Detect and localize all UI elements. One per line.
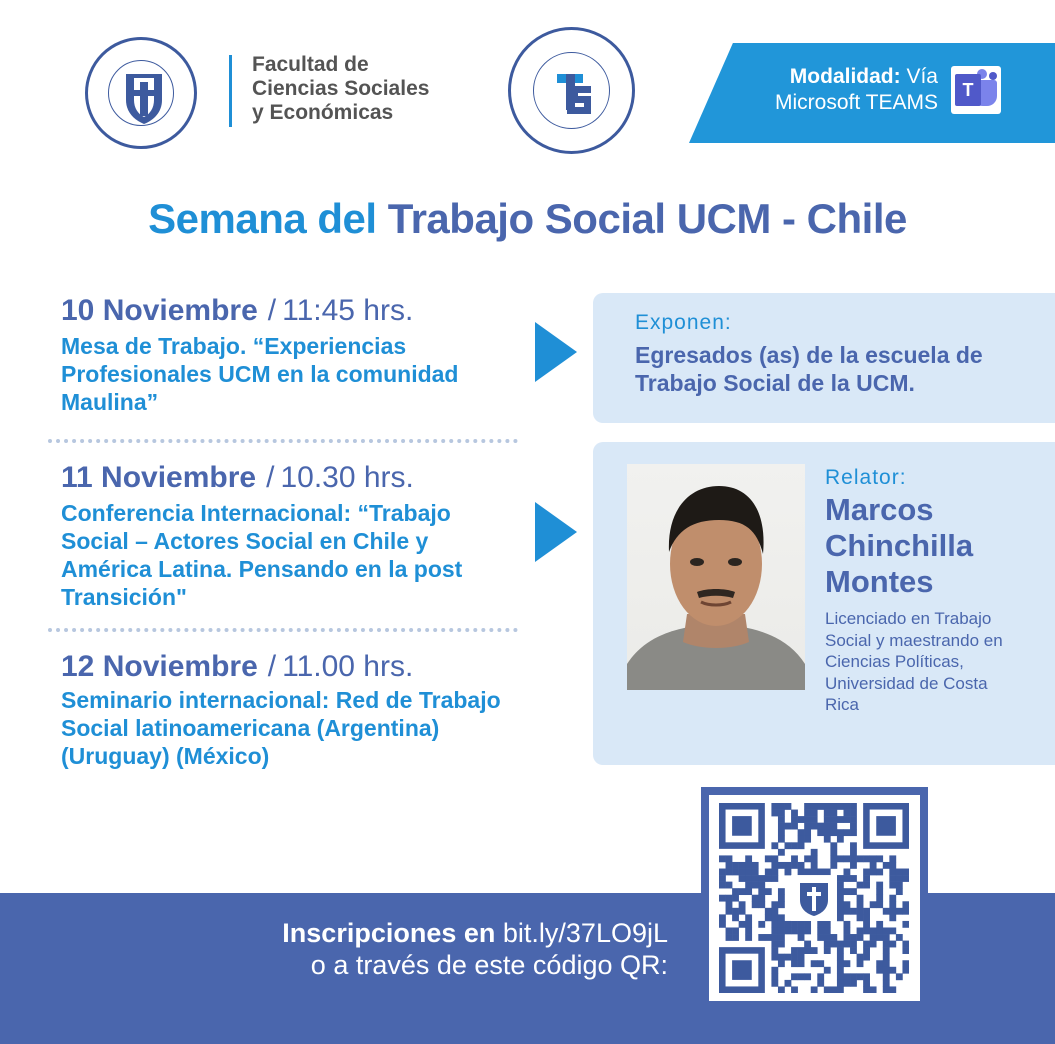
speaker-name-line: Montes [825,564,934,599]
faculty-line-1: Facultad de [252,53,369,76]
speaker-name-line: Marcos [825,492,934,527]
event-item [61,650,521,770]
faculty-name [252,53,482,125]
ucm-shield-icon [88,40,200,152]
dotted-divider [48,439,518,443]
title-part-1: Semana del [148,195,377,242]
ts-monogram-icon [511,30,638,157]
modality-value: Vía [906,65,938,88]
event-description: Mesa de Trabajo. “Experiencias Profesionales UCM en la comunidad Maulina” [61,333,459,415]
event-date: 11 Noviembre [61,461,257,494]
event-separator: / [267,650,277,683]
arrow-right-icon [535,502,577,562]
registration-label: Inscripciones en [282,918,496,948]
faculty-line-2: Ciencias Sociales [252,77,430,100]
exponen-text: Egresados (as) de la escuela de Trabajo Social de la UCM. [635,342,983,396]
modality-platform: Microsoft TEAMS [775,91,938,114]
arrow-right-icon [535,322,577,382]
modality-label: Modalidad: [789,65,901,88]
registration-qr-hint: o a través de este código QR: [310,950,668,980]
speaker-name-line: Chinchilla [825,528,974,563]
faculty-divider [229,55,232,127]
registration-text [200,917,668,981]
event-time: 11.00 hrs. [282,650,414,683]
exponen-label: Exponen: [635,311,732,334]
event-date: 12 Noviembre [61,650,258,683]
event-item [61,294,521,416]
relator-label: Relator: [825,466,907,489]
event-description: Seminario internacional: Red de Trabajo Social latinoamericana (Argentina) (Uruguay) (México) [61,687,501,769]
qr-code[interactable] [709,795,920,1001]
dotted-divider [48,628,518,632]
event-separator: / [267,294,277,327]
trabajo-social-seal-logo [508,27,635,154]
microsoft-teams-icon: T [951,66,1001,114]
event-description: Conferencia Internacional: “Trabajo Social – Actores Social en Chile y América Latina. Pensando en la post Transición" [61,500,463,610]
modality-text [738,64,938,116]
event-separator: / [266,461,275,494]
ucm-seal-logo [85,37,197,149]
event-item [61,461,521,611]
event-time: 11:45 hrs. [282,294,414,327]
speaker-portrait-icon [627,464,805,690]
title-part-2: Trabajo Social UCM - Chile [387,195,907,242]
page-title [0,195,1055,243]
event-time: 10.30 hrs. [280,461,414,494]
faculty-line-3: y Económicas [252,101,394,124]
speaker-name [825,492,1045,600]
event-date: 10 Noviembre [61,294,258,327]
speaker-bio: Licenciado en Trabajo Social y maestrando en Ciencias Políticas, Universidad de Costa Rica [825,609,1003,714]
qr-code-icon [719,803,909,993]
registration-link[interactable]: bit.ly/37LO9jL [502,918,668,948]
speaker-photo [627,464,805,690]
